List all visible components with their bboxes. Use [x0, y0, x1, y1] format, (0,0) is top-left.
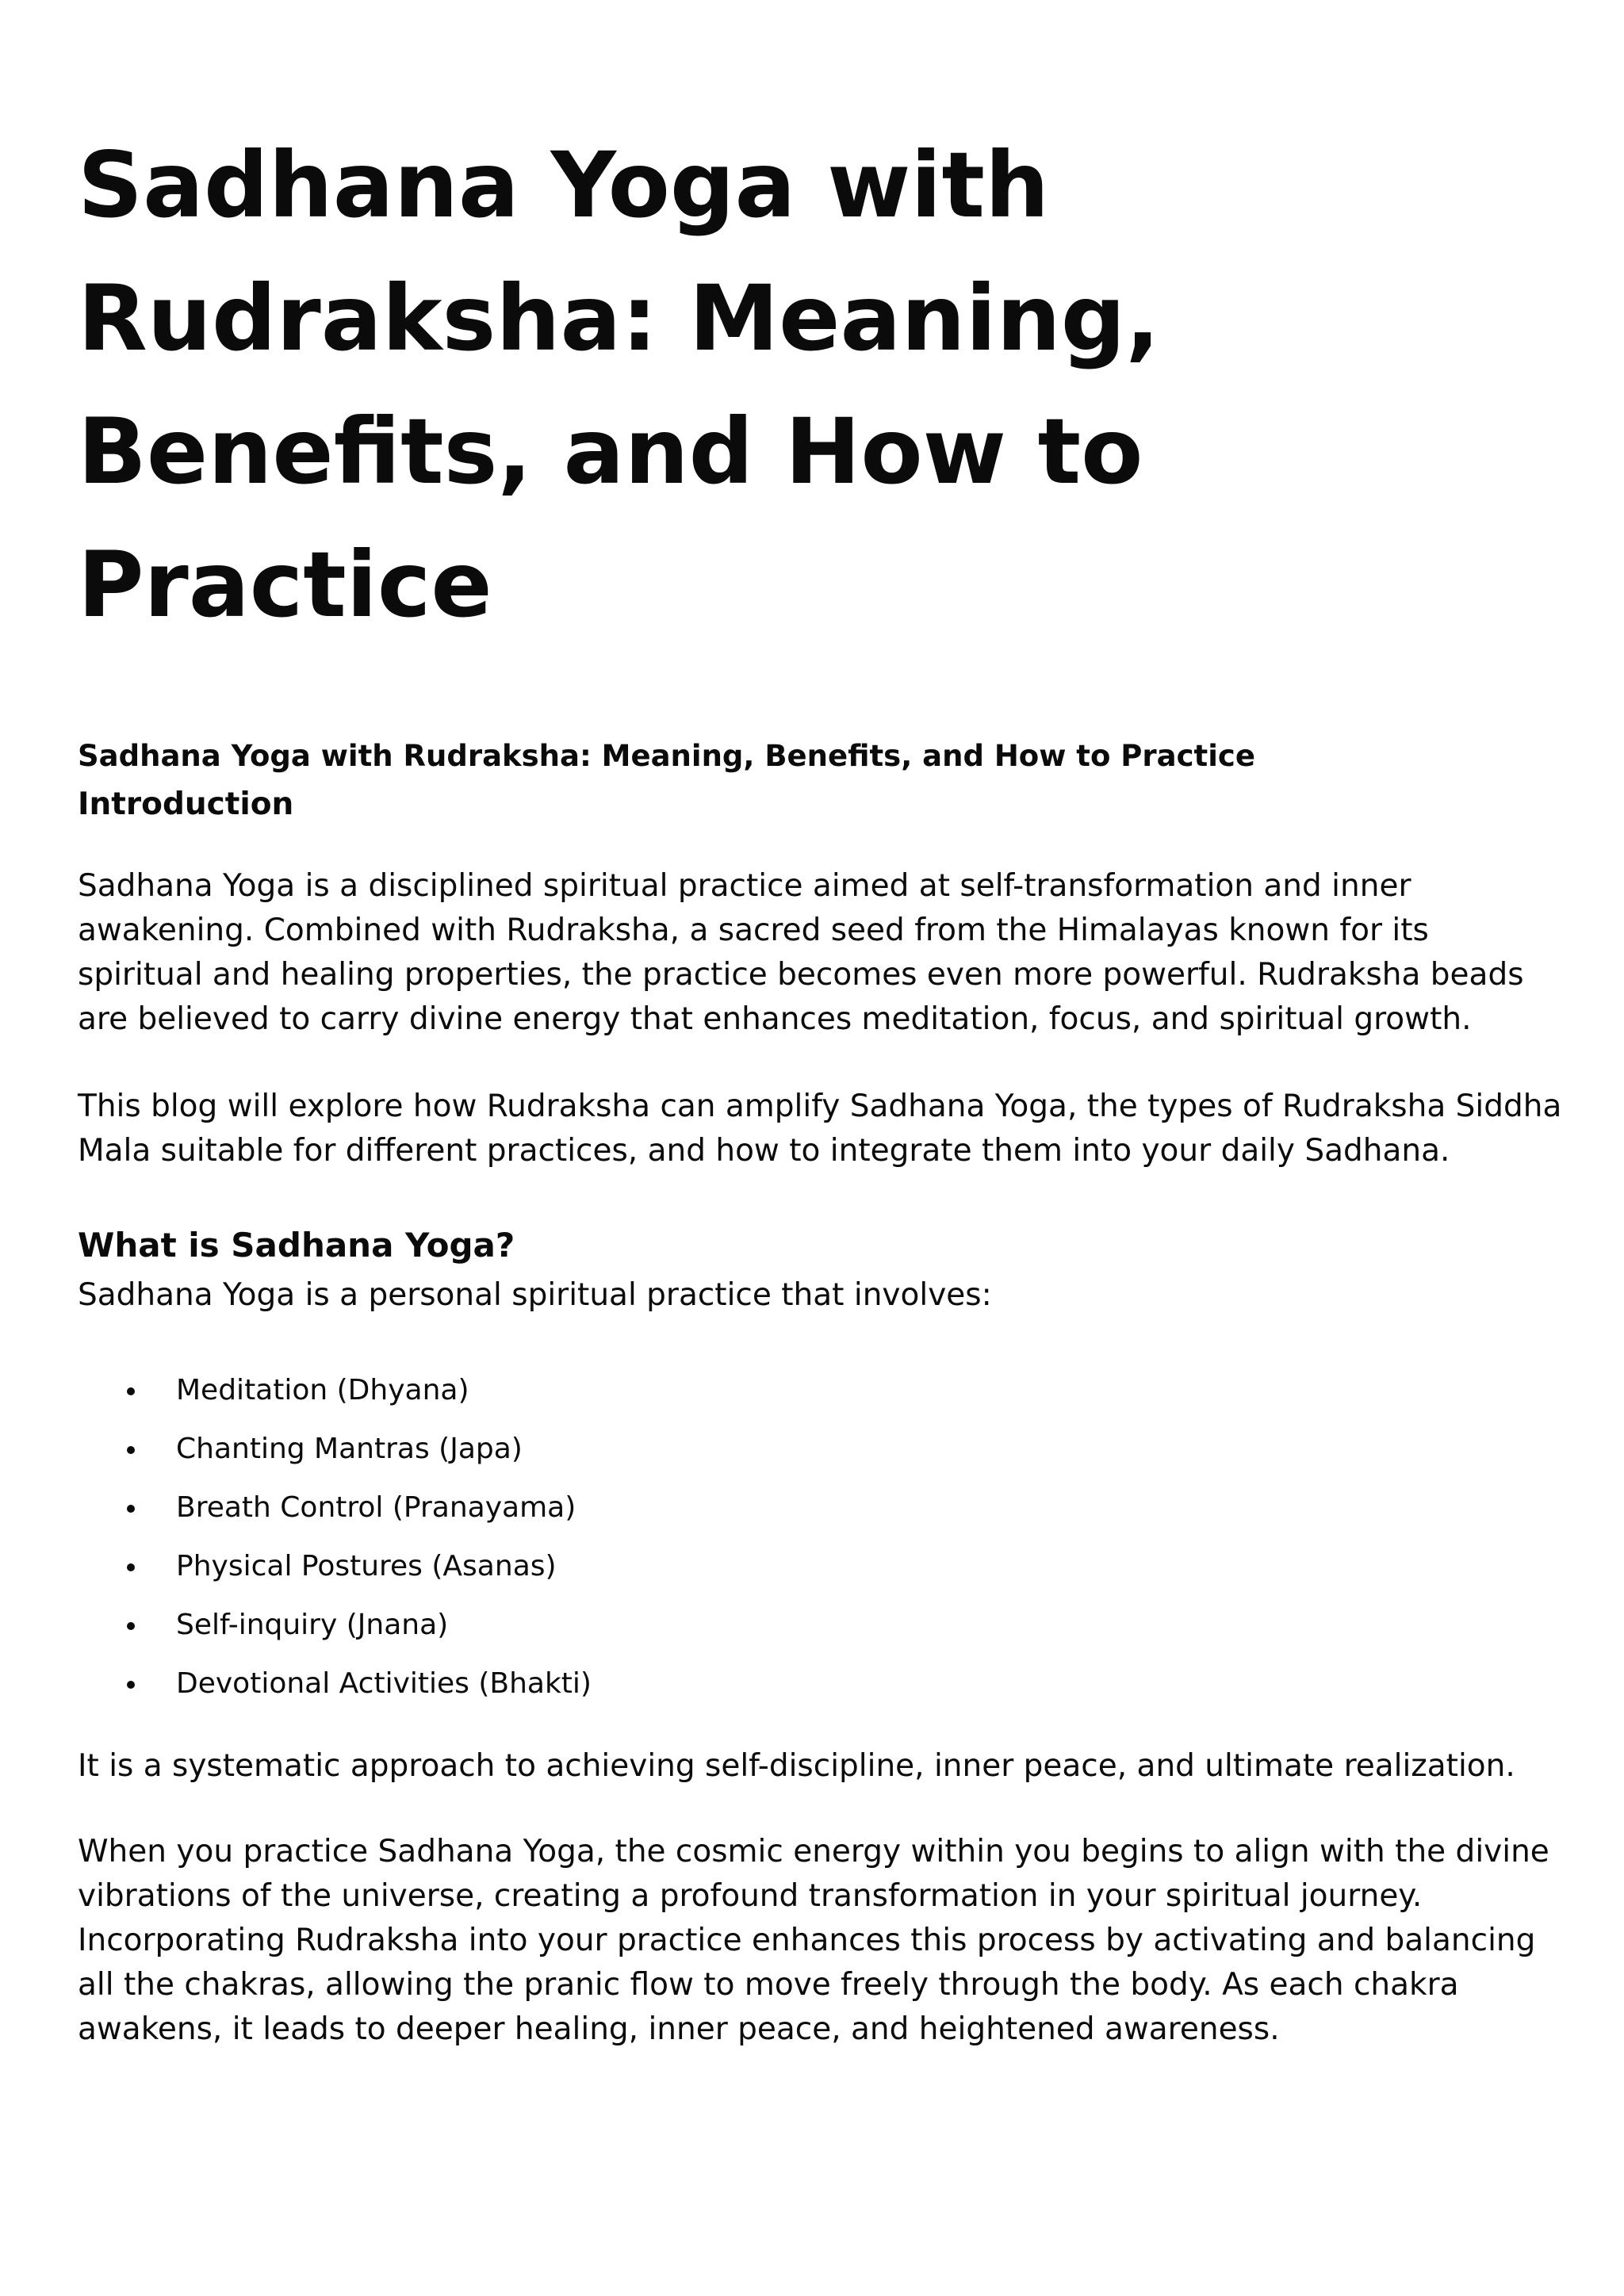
paragraph-line: This blog will explore how Rudraksha can amplify Sadhana Yoga, the types of Rudraksha Siddha	[78, 1089, 1562, 1124]
introduction-paragraph	[78, 864, 1568, 1042]
section-lead: Sadhana Yoga is a personal spiritual practice that involves:	[78, 1277, 992, 1313]
bullet-icon	[127, 1446, 135, 1454]
title-line: Sadhana Yoga with	[78, 132, 1050, 238]
bullet-icon	[127, 1563, 135, 1571]
paragraph-line: Sadhana Yoga is a disciplined spiritual practice aimed at self-transformation and inner	[78, 868, 1411, 904]
list-item	[78, 1665, 1568, 1703]
section-heading: What is Sadhana Yoga?	[78, 1226, 515, 1265]
list-item	[78, 1548, 1568, 1586]
paragraph-line: spiritual and healing properties, the practice becomes even more powerful. Rudraksha beads	[78, 957, 1524, 993]
paragraph-line: Incorporating Rudraksha into your practice enhances this process by activating and balancing	[78, 1923, 1536, 1958]
list-item-label: Breath Control (Pranayama)	[176, 1491, 576, 1524]
paragraph-line: awakening. Combined with Rudraksha, a sacred seed from the Himalayas known for its	[78, 913, 1429, 948]
paragraph-line: are believed to carry divine energy that enhances meditation, focus, and spiritual growth.	[78, 1001, 1472, 1037]
bullet-icon	[127, 1681, 135, 1689]
list-item-label: Chanting Mantras (Japa)	[176, 1433, 523, 1465]
list-item	[78, 1606, 1568, 1644]
paragraph-line: Mala suitable for different practices, and how to integrate them into your daily Sadhana.	[78, 1133, 1450, 1169]
bullet-icon	[127, 1622, 135, 1630]
paragraph-line: all the chakras, allowing the pranic flow to move freely through the body. As each chakra	[78, 1967, 1459, 2003]
title-line: Rudraksha: Meaning,	[78, 266, 1160, 371]
article-body	[78, 736, 1568, 2052]
list-item	[78, 1430, 1568, 1468]
list-item	[78, 1372, 1568, 1410]
introduction-heading: Introduction	[78, 786, 294, 822]
list-item	[78, 1489, 1568, 1527]
list-item-label: Devotional Activities (Bhakti)	[176, 1667, 592, 1700]
list-item-label: Self-inquiry (Jnana)	[176, 1609, 449, 1641]
bullet-icon	[127, 1387, 135, 1395]
paragraph-line: When you practice Sadhana Yoga, the cosmic energy within you begins to align with the divine	[78, 1834, 1549, 1869]
paragraph-line: awakens, it leads to deeper healing, inner peace, and heightened awareness.	[78, 2011, 1280, 2047]
blog-overview-paragraph	[78, 1085, 1568, 1173]
paragraph-line: vibrations of the universe, creating a profound transformation in your spiritual journey.	[78, 1878, 1423, 1914]
title-line: Benefits, and How to Practice	[78, 399, 1143, 637]
article-heading: Sadhana Yoga with Rudraksha: Meaning, Benefits, and How to Practice	[78, 739, 1255, 773]
closing-paragraph	[78, 1830, 1568, 2052]
bullet-icon	[127, 1505, 135, 1513]
page-title	[78, 119, 1553, 652]
list-item-label: Physical Postures (Asanas)	[176, 1550, 557, 1582]
summary-paragraph: It is a systematic approach to achieving self-discipline, inner peace, and ultimate realization.	[78, 1748, 1515, 1784]
list-item-label: Meditation (Dhyana)	[176, 1374, 469, 1406]
practices-list	[78, 1372, 1568, 1703]
